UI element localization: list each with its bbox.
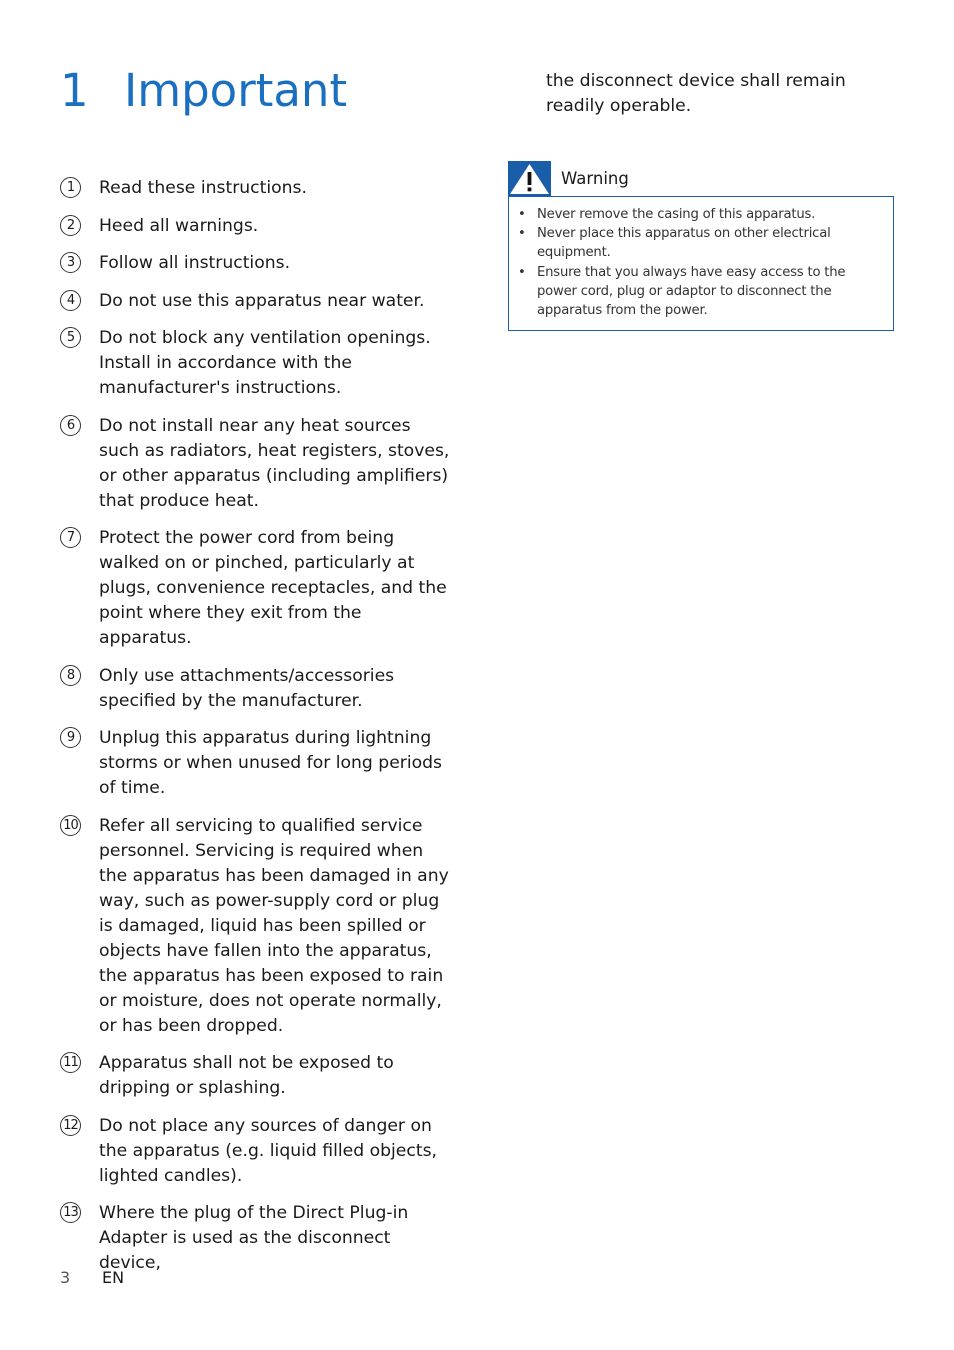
warning-text: Never place this apparatus on other electrical equipment. xyxy=(537,226,831,261)
item-text: Unplug this apparatus during lightning storms or when unused for long periods of time. xyxy=(99,728,443,798)
language-code: EN xyxy=(102,1268,125,1287)
item-text: Where the plug of the Direct Plug-in Adapter is used as the disconnect device, xyxy=(99,1203,409,1273)
page-number: 3 xyxy=(60,1268,71,1287)
continuation-text: the disconnect device shall remain readily operable. xyxy=(546,71,846,116)
item-text: Follow all instructions. xyxy=(99,253,291,273)
bullet-icon: • xyxy=(518,207,526,222)
list-item xyxy=(60,814,452,1039)
instruction-list xyxy=(60,176,452,1289)
item-text: Do not use this apparatus near water. xyxy=(99,290,425,311)
item-text: Do not block any ventilation openings. Install in accordance with the manufacturer's instructions. xyxy=(99,328,431,398)
page-footer xyxy=(60,1267,125,1289)
list-item xyxy=(60,176,452,201)
list-item xyxy=(60,664,452,714)
list-item xyxy=(60,1051,452,1101)
item-text: Do not install near any heat sources such as radiators, heat registers, stoves, or other apparatus (including amplifiers) that produce heat. xyxy=(99,415,450,511)
item-number-badge: 10 xyxy=(60,815,81,836)
item-number-badge: 3 xyxy=(60,252,81,273)
warning-text: Never remove the casing of this apparatus. xyxy=(537,207,816,222)
chapter-title: Important xyxy=(124,64,348,117)
warning-box xyxy=(508,196,894,331)
item-text: Heed all warnings. xyxy=(99,215,259,236)
item-number-badge: 13 xyxy=(60,1202,81,1223)
item-number-badge: 2 xyxy=(60,215,81,236)
item-number-badge: 1 xyxy=(60,177,81,198)
list-item xyxy=(60,526,452,651)
bullet-icon: • xyxy=(518,264,526,280)
chapter-number: 1 xyxy=(60,64,89,117)
list-item xyxy=(60,414,452,514)
page-title xyxy=(60,64,347,118)
item-number-badge: 4 xyxy=(60,290,81,311)
list-item xyxy=(60,726,452,801)
item-number-badge: 8 xyxy=(60,665,81,686)
list-item xyxy=(60,289,452,314)
item-number-badge: 9 xyxy=(60,727,81,748)
list-item xyxy=(60,1114,452,1189)
item-text: Do not place any sources of danger on the apparatus (e.g. liquid filled objects, lighted candles). xyxy=(99,1115,437,1186)
list-item xyxy=(60,1201,452,1276)
item-text: Protect the power cord from being walked on or pinched, particularly at plugs, convenience receptacles, and the point where they exit from the apparatus. xyxy=(99,528,447,648)
item-text: Only use attachments/accessories specified by the manufacturer. xyxy=(99,665,395,711)
warning-item xyxy=(517,224,883,262)
warning-triangle-icon xyxy=(508,161,551,197)
warning-list xyxy=(517,205,883,320)
warning-header xyxy=(508,161,894,197)
warning-label: Warning xyxy=(561,169,629,188)
item-text: Read these instructions. xyxy=(99,178,307,198)
list-item xyxy=(60,326,452,401)
warning-item xyxy=(517,205,883,224)
warning-item xyxy=(517,263,883,321)
item-number-badge: 6 xyxy=(60,415,81,436)
list-item xyxy=(60,214,452,239)
list-item xyxy=(60,251,452,276)
warning-text: Ensure that you always have easy access to the power cord, plug or adaptor to disconnect the apparatus from the power. xyxy=(537,264,846,319)
item-number-badge: 5 xyxy=(60,327,81,348)
item-number-badge: 12 xyxy=(60,1115,81,1136)
bullet-icon: • xyxy=(518,226,526,242)
item-number-badge: 11 xyxy=(60,1052,81,1073)
item-text: Apparatus shall not be exposed to dripping or splashing. xyxy=(99,1053,394,1098)
item-number-badge: 7 xyxy=(60,527,81,548)
item-text: Refer all servicing to qualified service personnel. Servicing is required when the apparatus has been damaged in any way, such as power-supply cord or plug is damaged, liquid has been spilled or objects have fallen into the apparatus, the apparatus has been exposed to rain or moisture, does not operate normally, or has been dropped. xyxy=(99,815,449,1036)
